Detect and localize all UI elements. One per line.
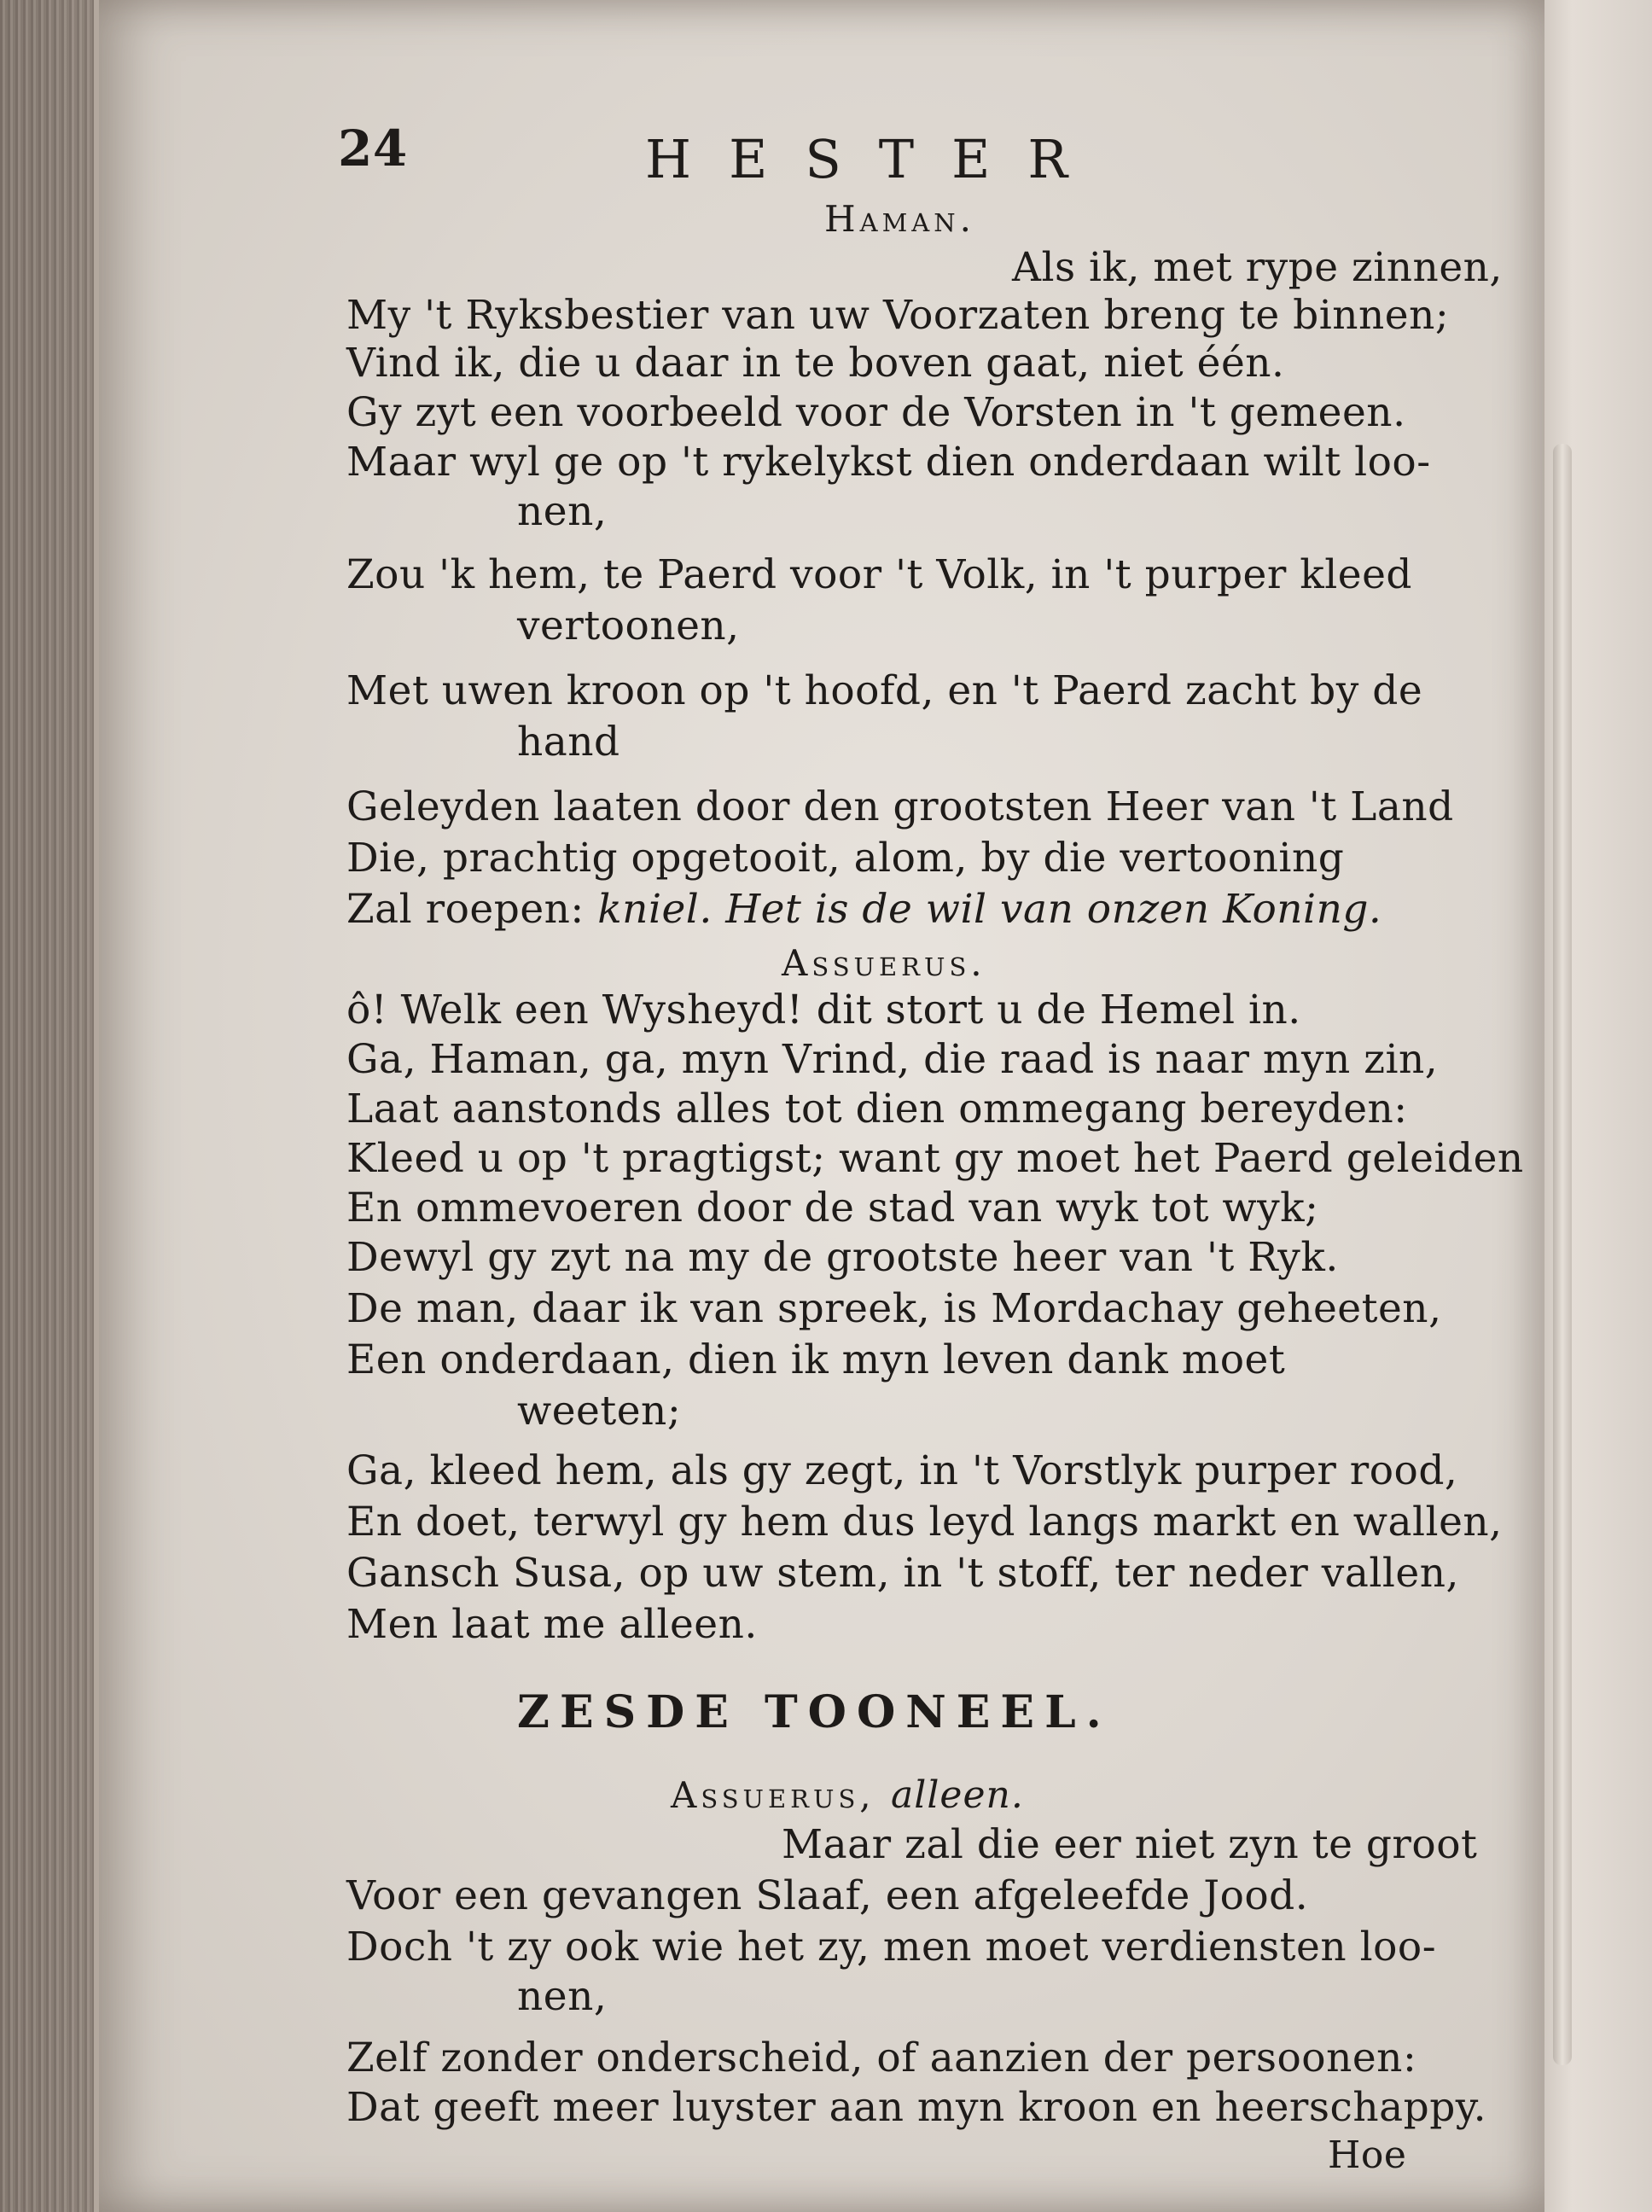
catchword: Hoe: [1328, 2133, 1407, 2177]
verse-line: Doch 't zy ook wie het zy, men moet verdiensten loo-: [346, 1924, 1437, 1970]
page-number: 24: [338, 119, 408, 178]
verse-line: Als ik, met rype zinnen,: [1012, 244, 1503, 291]
scene-heading: ZESDE TOONEEL.: [517, 1686, 1112, 1738]
verse-line-start: Zal roepen:: [346, 886, 585, 933]
verse-line: Ga, kleed hem, als gy zegt, in 't Vorstlyk purper rood,: [346, 1447, 1458, 1494]
speaker-assuerus: Assuerus.: [782, 942, 986, 984]
speaker-name: Assuerus,: [671, 1774, 875, 1816]
verse-line: Men laat me alleen.: [346, 1601, 758, 1648]
verse-line: Voor een gevangen Slaaf, een afgeleefde Jood.: [346, 1872, 1309, 1919]
verse-line: Zou 'k hem, te Paerd voor 't Volk, in 't purper kleed: [346, 551, 1412, 598]
speaker-haman: Haman.: [824, 198, 975, 240]
verse-line: De man, daar ik van spreek, is Mordachay geheeten,: [346, 1285, 1442, 1332]
verse-line: ô! Welk een Wysheyd! dit stort u de Hemel in.: [346, 987, 1301, 1033]
verse-line: En ommevoeren door de stad van wyk tot wyk;: [346, 1185, 1319, 1231]
verse-line: Zelf zonder onderscheid, of aanzien der persoonen:: [346, 2034, 1417, 2081]
king-command-quote: kniel. Het is de wil van onzen Koning.: [597, 886, 1382, 933]
verse-line: Maar zal die eer niet zyn te groot: [782, 1821, 1478, 1868]
verse-line: Laat aanstonds alles tot dien ommegang bereyden:: [346, 1086, 1408, 1132]
verse-line: [346, 886, 1382, 933]
verse-line-continuation: nen,: [517, 488, 608, 535]
verse-line: Een onderdaan, dien ik myn leven dank moet: [346, 1336, 1286, 1383]
verse-line: En doet, terwyl gy hem dus leyd langs markt en wallen,: [346, 1499, 1503, 1545]
verse-line: Dat geeft meer luyster aan myn kroon en heerschappy.: [346, 2084, 1487, 2131]
speaker-assuerus-alone: [671, 1773, 1024, 1817]
verse-line: Kleed u op 't pragtigst; want gy moet het Paerd geleiden: [346, 1135, 1524, 1182]
verse-line-continuation: hand: [517, 719, 620, 765]
running-head: HESTER: [645, 128, 1106, 190]
stage-direction: alleen.: [891, 1773, 1024, 1817]
verse-line: Ga, Haman, ga, myn Vrind, die raad is naar myn zin,: [346, 1036, 1439, 1083]
verse-line: Vind ik, die u daar in te boven gaat, niet één.: [346, 340, 1285, 387]
verse-line: Geleyden laaten door den grootsten Heer van 't Land: [346, 783, 1454, 830]
verse-line: Die, prachtig opgetooit, alom, by die vertooning: [346, 835, 1345, 882]
verse-line-continuation: weeten;: [517, 1388, 682, 1435]
book-page: [94, 0, 1544, 2212]
verse-line: Gansch Susa, op uw stem, in 't stoff, ter neder vallen,: [346, 1550, 1459, 1597]
verse-line: My 't Ryksbestier van uw Voorzaten breng te binnen;: [346, 292, 1450, 339]
verse-line: Gy zyt een voorbeeld voor de Vorsten in 't gemeen.: [346, 389, 1406, 436]
verse-line-continuation: vertoonen,: [517, 602, 740, 649]
verse-line-continuation: nen,: [517, 1973, 608, 2020]
verse-line: Maar wyl ge op 't rykelykst dien onderdaan wilt loo-: [346, 439, 1431, 486]
verse-line: Met uwen kroon op 't hoofd, en 't Paerd zacht by de: [346, 667, 1423, 714]
verse-line: Dewyl gy zyt na my de grootste heer van 't Ryk.: [346, 1234, 1339, 1281]
